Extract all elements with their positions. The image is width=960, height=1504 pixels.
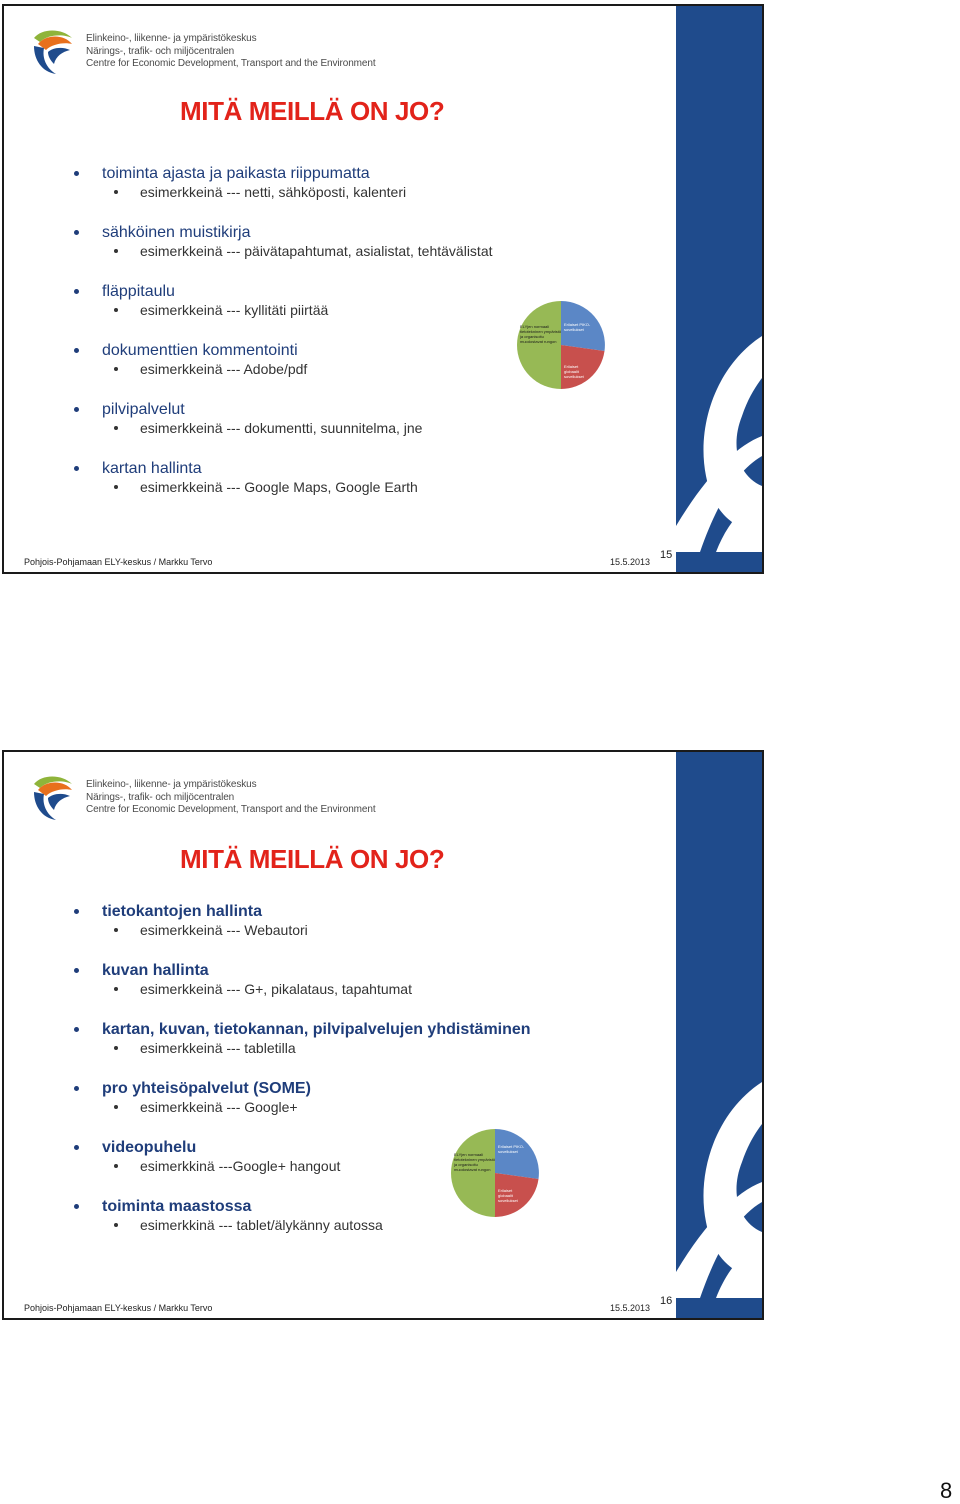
footer-org: Pohjois-Pohjamaan ELY-keskus / Markku Tervo	[24, 557, 213, 567]
bullet-sub	[102, 1039, 531, 1058]
logo-line-en: Centre for Economic Development, Transport and the Environment	[86, 58, 376, 69]
sub-bullet-dot-icon	[114, 249, 118, 253]
bullet-main: toiminta ajasta ja paikasta riippumatta	[102, 165, 370, 182]
slide-16	[2, 750, 764, 1320]
bullet-sub-text: esimerkkeinä --- kyllitäti piirtää	[140, 302, 329, 318]
pie-label-green: ELYjen normaali tietotekninen ympäristö ja organisoitu muodostavat rungon	[454, 1152, 496, 1172]
sub-bullet-dot-icon	[114, 1164, 118, 1168]
pie-label-red: Erilaiset globaalit sovellukset	[498, 1188, 518, 1203]
footer-date: 15.5.2013	[610, 1303, 651, 1313]
bullet-sub-text: esimerkkeinä --- dokumentti, suunnitelma, jne	[140, 420, 423, 436]
bullet-main: sähköinen muistikirja	[102, 224, 251, 241]
bullet-item	[70, 961, 531, 1020]
wave-decoration-icon	[676, 752, 762, 1320]
bullet-sub	[102, 183, 493, 202]
bullet-sub	[102, 478, 493, 497]
decorative-side-band	[676, 752, 762, 1318]
bullet-dot-icon	[74, 1027, 79, 1032]
bullet-sub-text: esimerkkeinä --- päivätapahtumat, asialistat, tehtävälistat	[140, 243, 493, 259]
sub-bullet-dot-icon	[114, 1223, 118, 1227]
bullet-item	[70, 223, 493, 282]
bullet-item	[70, 1020, 531, 1079]
bullet-main: tietokantojen hallinta	[102, 903, 263, 920]
ely-logo-icon	[28, 772, 78, 822]
bullet-dot-icon	[74, 289, 79, 294]
pie-diagram	[516, 300, 606, 390]
slide-title: MITÄ MEILLÄ ON JO?	[180, 844, 445, 874]
footer-org: Pohjois-Pohjamaan ELY-keskus / Markku Tervo	[24, 1303, 213, 1313]
bullet-sub	[102, 1098, 531, 1117]
bullet-sub	[102, 242, 493, 261]
bullet-sub	[102, 419, 493, 438]
logo-line-sv: Närings-, trafik- och miljöcentralen	[86, 45, 235, 57]
pie-label-blue: Erilaiset PIKO-sovellukset	[498, 1144, 525, 1154]
bullet-sub-text: esimerkkinä ---Google+ hangout	[140, 1158, 341, 1174]
slide-number: 16	[660, 1295, 673, 1307]
logo-line-en: Centre for Economic Development, Transport and the Environment	[86, 804, 376, 815]
bullet-sub-text: esimerkkeinä --- Google+	[140, 1099, 298, 1115]
bullet-sub	[102, 1216, 531, 1235]
bullet-main: toiminta maastossa	[102, 1198, 252, 1215]
bullet-main: fläppitaulu	[102, 283, 175, 300]
sub-bullet-dot-icon	[114, 987, 118, 991]
bullet-sub	[102, 980, 531, 999]
bullet-sub-text: esimerkkeinä --- G+, pikalataus, tapahtumat	[140, 981, 412, 997]
bullet-item	[70, 341, 493, 400]
bullet-item	[70, 902, 531, 961]
sub-bullet-dot-icon	[114, 426, 118, 430]
decorative-side-band	[676, 6, 762, 572]
bullet-sub	[102, 360, 493, 379]
bullet-sub-text: esimerkkeinä --- Webautori	[140, 922, 308, 938]
bullet-main: kartan, kuvan, tietokannan, pilvipalvelujen yhdistäminen	[102, 1021, 531, 1038]
sub-bullet-dot-icon	[114, 1105, 118, 1109]
bullet-sub-text: esimerkkeinä --- netti, sähköposti, kalenteri	[140, 184, 407, 200]
bullet-sub-text: esimerkkeinä --- Google Maps, Google Earth	[140, 479, 418, 495]
bullet-main: videopuhelu	[102, 1139, 197, 1156]
bullet-main: pilvipalvelut	[102, 401, 185, 418]
logo-text	[86, 33, 376, 71]
bullet-sub	[102, 301, 493, 320]
slide-15	[2, 4, 764, 574]
bullet-item	[70, 400, 493, 459]
sub-bullet-dot-icon	[114, 190, 118, 194]
bullet-main: kuvan hallinta	[102, 962, 209, 979]
bullet-main: dokumenttien kommentointi	[102, 342, 298, 359]
bullet-dot-icon	[74, 171, 79, 176]
logo-line-fi: Elinkeino-, liikenne- ja ympäristökeskus	[86, 779, 257, 790]
sub-bullet-dot-icon	[114, 1046, 118, 1050]
logo-text	[86, 779, 376, 817]
bullet-sub-text: esimerkkinä --- tablet/älykänny autossa	[140, 1217, 383, 1233]
bullet-dot-icon	[74, 968, 79, 973]
slide-number: 15	[660, 549, 673, 561]
pie-label-red: Erilaiset globaalit sovellukset	[564, 364, 584, 379]
bullet-dot-icon	[74, 909, 79, 914]
sub-bullet-dot-icon	[114, 928, 118, 932]
logo-line-sv: Närings-, trafik- och miljöcentralen	[86, 791, 235, 803]
bullet-dot-icon	[74, 1204, 79, 1209]
footer-date: 15.5.2013	[610, 557, 651, 567]
pie-diagram	[450, 1128, 540, 1218]
ely-logo-icon	[28, 26, 78, 76]
bullet-dot-icon	[74, 1145, 79, 1150]
bullet-item	[70, 282, 493, 341]
bullet-dot-icon	[74, 230, 79, 235]
logo-line-fi: Elinkeino-, liikenne- ja ympäristökeskus	[86, 33, 257, 44]
bullet-dot-icon	[74, 407, 79, 412]
sub-bullet-dot-icon	[114, 367, 118, 371]
pie-label-green: ELYjen normaali tietotekninen ympäristö ja organisoitu muodostavat rungon	[520, 324, 562, 344]
bullet-item	[70, 459, 493, 518]
bullet-sub-text: esimerkkeinä --- Adobe/pdf	[140, 361, 308, 377]
bullet-dot-icon	[74, 348, 79, 353]
bullet-main: pro yhteisöpalvelut (SOME)	[102, 1080, 311, 1097]
bullet-sub	[102, 921, 531, 940]
bullet-dot-icon	[74, 1086, 79, 1091]
slide-title: MITÄ MEILLÄ ON JO?	[180, 96, 445, 126]
bullet-dot-icon	[74, 466, 79, 471]
sub-bullet-dot-icon	[114, 485, 118, 489]
pie-label-blue: Erilaiset PIKO-sovellukset	[564, 322, 591, 332]
bullet-sub-text: esimerkkeinä --- tabletilla	[140, 1040, 296, 1056]
bullet-main: kartan hallinta	[102, 460, 202, 477]
bullet-list	[70, 164, 493, 518]
page-number: 8	[940, 1478, 953, 1503]
bullet-item	[70, 164, 493, 223]
sub-bullet-dot-icon	[114, 308, 118, 312]
wave-decoration-icon	[676, 6, 762, 574]
